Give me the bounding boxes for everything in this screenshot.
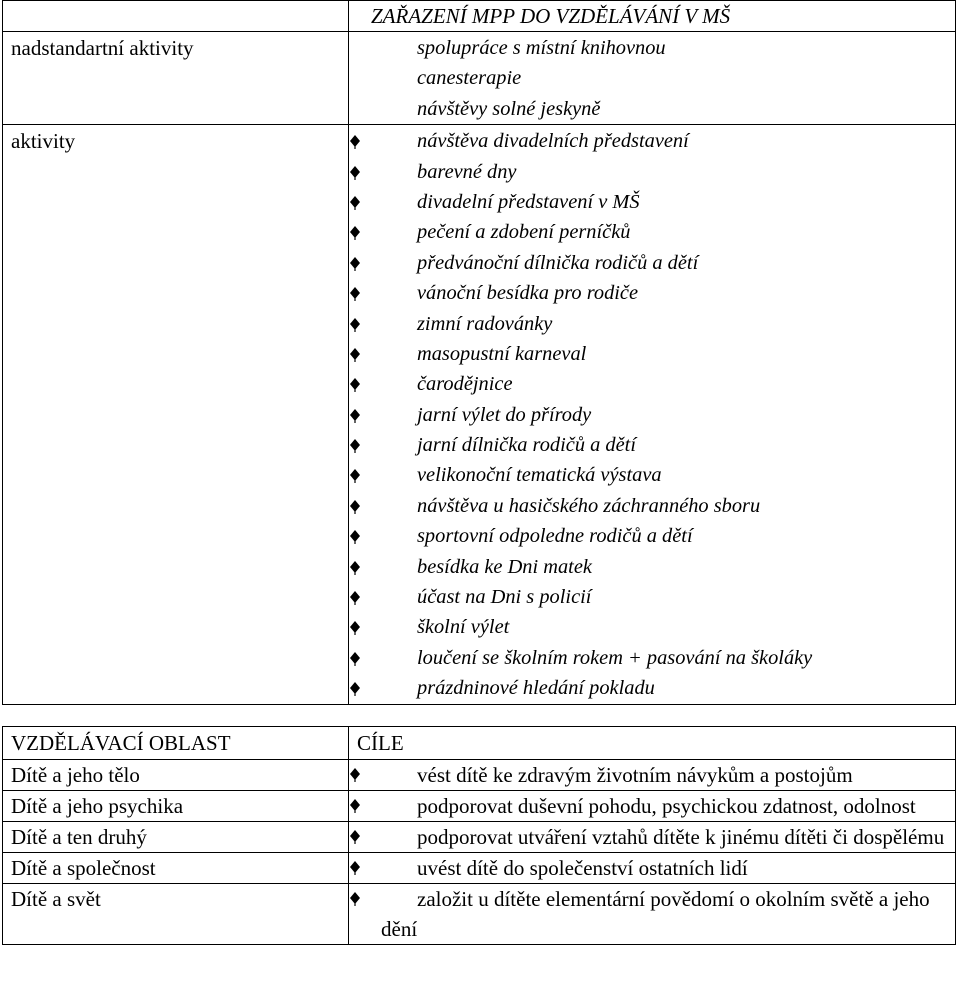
diamond-bullet-icon [349, 135, 361, 149]
list-item [349, 369, 955, 399]
list-item [349, 400, 955, 430]
area-cell: Dítě a jeho tělo [3, 760, 349, 791]
diamond-bullet-icon [349, 378, 361, 392]
list-item-text: vánoční besídka pro rodiče [417, 282, 639, 305]
goals-body [3, 760, 956, 945]
list-item-text: jarní dílnička rodičů a dětí [417, 434, 636, 457]
list-item [349, 157, 955, 187]
list-item [349, 612, 955, 642]
page-title: ZAŘAZENÍ MPP DO VZDĚLÁVÁNÍ V MŠ [349, 1, 956, 32]
aktivity-list [349, 125, 956, 704]
aktivity-row [3, 125, 956, 704]
list-item [349, 126, 955, 156]
goals-header-row [3, 727, 956, 760]
goal-text: uvést dítě do společenství ostatních lidí [417, 856, 748, 880]
header-row [3, 1, 956, 32]
column-header-area: VZDĚLÁVACÍ OBLAST [3, 727, 349, 760]
goal-cell [349, 791, 956, 822]
nadstandardni-list [349, 32, 956, 125]
list-item [349, 643, 955, 673]
list-item-text: školní výlet [417, 616, 510, 639]
table-row [3, 791, 956, 822]
list-item-text: jarní výlet do přírody [417, 403, 592, 426]
diamond-bullet-icon [349, 768, 361, 782]
aktivity-label: aktivity [3, 125, 349, 704]
list-item-text: předvánoční dílnička rodičů a dětí [417, 251, 699, 274]
diamond-bullet-icon [349, 257, 361, 271]
goal-cell [349, 822, 956, 853]
list-item-text: divadelní představení v MŠ [417, 190, 640, 213]
nadstandardni-row [3, 32, 956, 125]
list-item: spolupráce s místní knihovnou [417, 37, 666, 59]
list-item [349, 339, 955, 369]
diamond-bullet-icon [349, 287, 361, 301]
goal-cell [349, 760, 956, 791]
list-item [349, 460, 955, 490]
list-item: návštěvy solné jeskyně [417, 97, 601, 120]
list-item-text: barevné dny [417, 160, 517, 183]
diamond-bullet-icon [349, 196, 361, 210]
diamond-bullet-icon [349, 409, 361, 423]
column-header-goal: CÍLE [349, 727, 956, 760]
list-item-text: účast na Dni s policií [417, 586, 592, 609]
area-cell: Dítě a ten druhý [3, 822, 349, 853]
list-item [349, 430, 955, 460]
diamond-bullet-icon [349, 469, 361, 483]
list-item-text: loučení se školním rokem + pasování na školáky [417, 646, 813, 669]
header-empty-cell [3, 1, 349, 32]
list-item [349, 582, 955, 612]
goal-text: založit u dítěte elementární povědomí o okolním světě a jeho dění [381, 887, 930, 941]
diamond-bullet-icon [349, 799, 361, 813]
area-cell: Dítě a svět [3, 884, 349, 945]
diamond-bullet-icon [349, 892, 361, 906]
goal-cell [349, 853, 956, 884]
table-row [3, 760, 956, 791]
activities-table [2, 0, 956, 705]
diamond-bullet-icon [349, 439, 361, 453]
list-item-text: masopustní karneval [417, 342, 587, 365]
goal-cell [349, 884, 956, 945]
table-row [3, 822, 956, 853]
list-item [349, 217, 955, 247]
list-item-text: návštěva u hasičského záchranného sboru [417, 494, 761, 517]
list-item [349, 187, 955, 217]
list-item-text: sportovní odpoledne rodičů a dětí [417, 525, 693, 548]
diamond-bullet-icon [349, 591, 361, 605]
goal-text: podporovat duševní pohodu, psychickou zdatnost, odolnost [417, 794, 916, 818]
list-item-text: návštěva divadelních představení [417, 130, 689, 153]
list-item [349, 278, 955, 308]
diamond-bullet-icon [349, 682, 361, 696]
list-item: canesterapie [417, 67, 522, 90]
diamond-bullet-icon [349, 166, 361, 180]
diamond-bullet-icon [349, 621, 361, 635]
diamond-bullet-icon [349, 500, 361, 514]
diamond-bullet-icon [349, 348, 361, 362]
list-item [349, 491, 955, 521]
diamond-bullet-icon [349, 830, 361, 844]
area-cell: Dítě a společnost [3, 853, 349, 884]
diamond-bullet-icon [349, 652, 361, 666]
list-item-text: besídka ke Dni matek [417, 555, 592, 578]
diamond-bullet-icon [349, 561, 361, 575]
list-item-text: prázdninové hledání pokladu [417, 677, 655, 700]
diamond-bullet-icon [349, 861, 361, 875]
area-cell: Dítě a jeho psychika [3, 791, 349, 822]
table-row [3, 853, 956, 884]
goal-text: podporovat utváření vztahů dítěte k jinému dítěti či dospělému [417, 825, 945, 849]
list-item-text: čarodějnice [417, 373, 513, 396]
diamond-bullet-icon [349, 226, 361, 240]
list-item-text: zimní radovánky [417, 312, 553, 335]
list-item [349, 248, 955, 278]
diamond-bullet-icon [349, 530, 361, 544]
goals-table [2, 726, 956, 945]
list-item [349, 552, 955, 582]
table-row [3, 884, 956, 945]
list-item-text: pečení a zdobení perníčků [417, 221, 631, 244]
list-item [349, 309, 955, 339]
nadstandardni-label: nadstandartní aktivity [3, 32, 349, 125]
list-item-text: velikonoční tematická výstava [417, 464, 662, 487]
goal-text: vést dítě ke zdravým životním návykům a postojům [417, 763, 853, 787]
list-item [349, 673, 955, 703]
diamond-bullet-icon [349, 318, 361, 332]
list-item [349, 521, 955, 551]
